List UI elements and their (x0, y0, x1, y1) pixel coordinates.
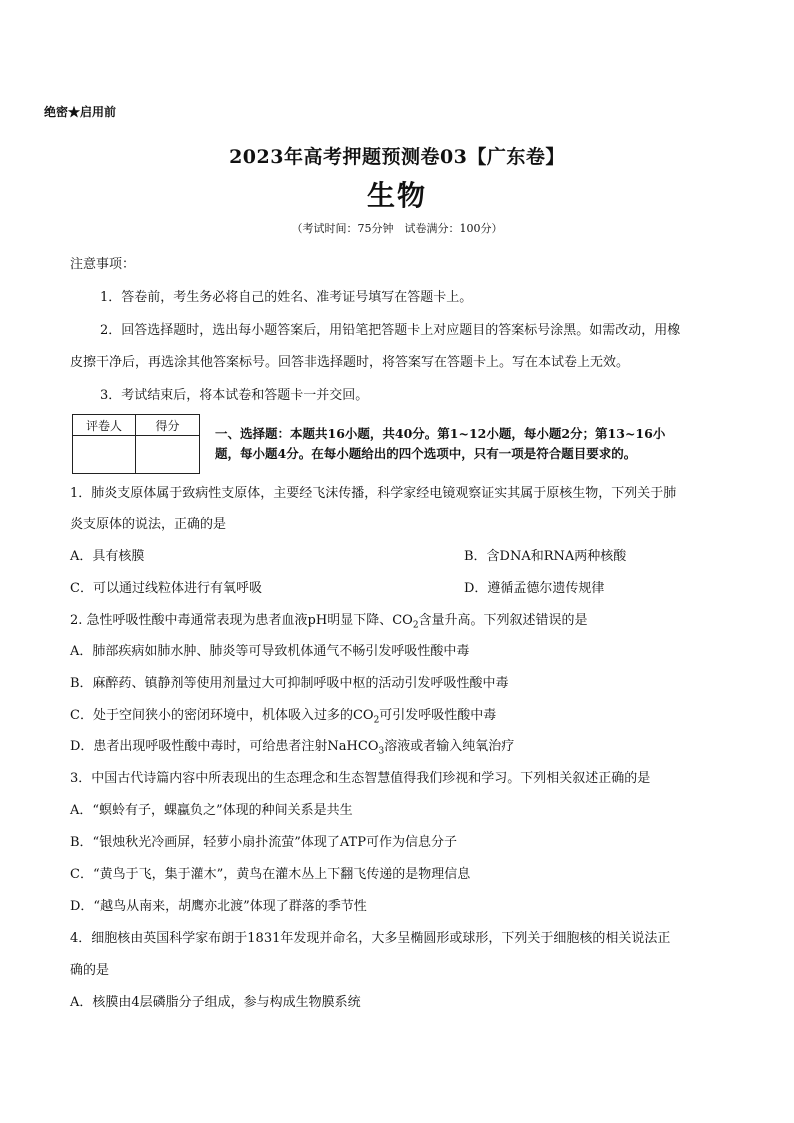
q2-option-c-subscript: 2 (373, 715, 380, 726)
q2-option-d-subscript: 3 (378, 746, 385, 757)
notice-item-2-line-2: 皮擦干净后，再选涂其他答案标号。回答非选择题时，将答案写在答题卡上。写在本试卷上无效。 (70, 355, 630, 370)
q1-option-b: B．含DNA和RNA两种核酸 (464, 549, 627, 564)
q3-option-b: B．“银烛秋光冷画屏，轻萝小扇扑流萤”体现了ATP可作为信息分子 (70, 835, 457, 850)
q2-option-d (70, 738, 514, 756)
confidential-label: 绝密★启用前 (44, 105, 117, 119)
q1-option-d: D．遵循孟德尔遗传规律 (464, 581, 605, 596)
score-table-cell-grader (73, 436, 136, 474)
q3-option-a: A．“螟蛉有子，蜾蠃负之”体现的种间关系是共生 (70, 803, 353, 818)
q2-option-b: B．麻醉药、镇静剂等使用剂量过大可抑制呼吸中枢的活动引发呼吸性酸中毒 (70, 676, 509, 691)
q2-option-c (70, 707, 496, 725)
score-table (72, 414, 200, 474)
exam-time-info: （考试时间：75分钟 试卷满分：100分） (291, 222, 503, 235)
q3-stem: 3．中国古代诗篇内容中所表现出的生态理念和生态智慧值得我们珍视和学习。下列相关叙述正确的是 (70, 771, 651, 786)
subject-title: 生物 (366, 179, 427, 212)
q2-option-c-part-a: C．处于空间狭小的密闭环境中，机体吸入过多的CO (70, 708, 374, 723)
q1-stem-line-1: 1．肺炎支原体属于致病性支原体，主要经飞沫传播，科学家经电镜观察证实其属于原核生物，下列关于肺 (70, 486, 677, 501)
q1-option-c: C．可以通过线粒体进行有氧呼吸 (70, 581, 262, 596)
q1-option-a: A．具有核膜 (70, 549, 145, 564)
notice-item-3: 3．考试结束后，将本试卷和答题卡一并交回。 (100, 388, 369, 403)
section-heading-line-2: 题，每小题4分。在每小题给出的四个选项中，只有一项是符合题目要求的。 (215, 446, 637, 461)
score-table-header-score: 得分 (136, 415, 200, 436)
exam-title: 2023年高考押题预测卷03【广东卷】 (229, 146, 565, 168)
score-table-cell-score (136, 436, 200, 474)
q4-option-a: A．核膜由4层磷脂分子组成，参与构成生物膜系统 (70, 995, 361, 1010)
q3-option-c: C．“黄鸟于飞，集于灌木”，黄鸟在灌木丛上下翻飞传递的是物理信息 (70, 867, 471, 882)
q4-stem-line-1: 4．细胞核由英国科学家布朗于1831年发现并命名，大多呈椭圆形或球形，下列关于细胞核的相关说法正 (70, 931, 671, 946)
notice-item-1: 1．答卷前，考生务必将自己的姓名、准考证号填写在答题卡上。 (100, 290, 473, 305)
q2-option-a: A．肺部疾病如肺水肿、肺炎等可导致机体通气不畅引发呼吸性酸中毒 (70, 644, 470, 659)
q2-option-c-part-b: 可引发呼吸性酸中毒 (379, 708, 497, 723)
q2-stem-subscript: 2 (412, 620, 419, 631)
q2-option-d-part-b: 溶液或者输入纯氧治疗 (384, 739, 515, 754)
q2-stem-part-b: 含量升高。下列叙述错误的是 (418, 613, 588, 628)
q2-stem-part-a: 2. 急性呼吸性酸中毒通常表现为患者血液pH明显下降、CO (70, 613, 413, 628)
section-heading-line-1: 一、选择题：本题共16小题，共40分。第1~12小题，每小题2分；第13~16小 (215, 426, 666, 441)
notice-item-2-line-1: 2．回答选择题时，选出每小题答案后，用铅笔把答题卡上对应题目的答案标号涂黑。如需改动，用橡 (100, 323, 681, 338)
q2-option-d-part-a: D．患者出现呼吸性酸中毒时，可给患者注射NaHCO (70, 739, 379, 754)
score-table-header-grader: 评卷人 (73, 415, 136, 436)
section-heading (215, 424, 735, 464)
notice-heading: 注意事项： (70, 257, 136, 272)
q4-stem-line-2: 确的是 (70, 963, 110, 978)
q1-stem-line-2: 炎支原体的说法，正确的是 (70, 517, 227, 532)
q3-option-d: D．“越鸟从南来，胡鹰亦北渡”体现了群落的季节性 (70, 899, 367, 914)
q2-stem (70, 612, 588, 630)
